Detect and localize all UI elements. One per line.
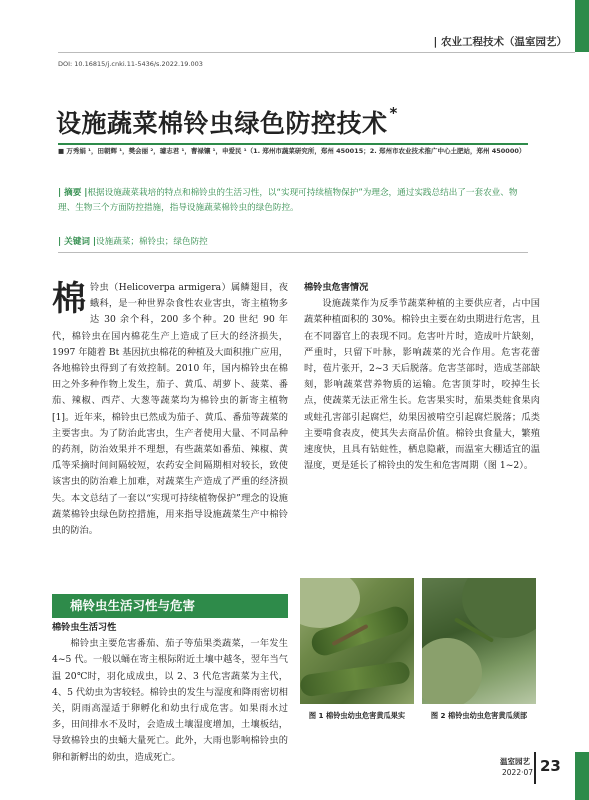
habits-paragraph: 棉铃虫主要危害番茄、茄子等茄果类蔬菜，一年发生 4~5 代。一般以蛹在寄主根际附近土壤中越冬，翌年当气温 20℃时，羽化成成虫，以 2、3 代危害蔬菜为主代，4、5 代幼虫为害较轻。棉铃虫的发生与湿度和降雨密切相关，阴雨高湿适于卵孵化和幼虫行成危害。如果雨水过多，田间排水不及时，会造成土壤湿度增加，土壤板结，导致棉铃虫的虫蛹大量死亡。此外，大雨也影响棉铃虫的卵和新孵出的幼虫，造成死亡。 [52, 638, 288, 763]
footer-divider [534, 752, 536, 784]
keywords-divider [58, 252, 528, 253]
intro-text: 铃虫（Helicoverpa armigera）属鳞翅目，夜蛾科，是一种世界杂食性农业害虫，寄主植物多达 30 余个科，200 多个种。20 世纪 90 年代，棉铃虫在国内棉花生产上造成了巨大的经济损失，1997 年随着 Bt 基因抗虫棉花的种植及大面积推广应用，各地棉铃虫得到了有效控制。2010 年，国内棉铃虫在棉田之外多种作物上发生，茄子、黄瓜、胡萝卜、菠菜、番茄、辣椒、西芹、大葱等蔬菜均为棉铃虫的新寄主植物 [1]。近年来，棉铃虫已然成为茄子、黄瓜、番茄等蔬菜的主要害虫。为了防治此害虫，生产者使用大量、不同品种的药剂，防治效果并不理想，有些蔬菜如番茄、辣椒、黄瓜等采摘时间间隔较短，农药安全间隔期相对较长，致使该害虫的防治难上加难，对蔬菜生产造成了严重的经济损失。本文总结了一套以“实现可持续植物保护”理念的设施蔬菜棉铃虫绿色防控措施，用来指导设施蔬菜生产中棉铃虫的防治。 [52, 282, 288, 537]
journal-section-header: | 农业工程技术（温室园艺） [433, 36, 567, 48]
left-column-intro [52, 280, 288, 539]
section-heading: 棉铃虫生活习性与危害 [52, 594, 288, 618]
damage-paragraph: 设施蔬菜作为反季节蔬菜种植的主要供应者，占中国蔬菜种植面积的 30%。棉铃虫主要在幼虫期进行危害，且在不同器官上的表现不同。危害叶片时，造成叶片缺刻，严重时，只留下叶脉，影响蔬菜的光合作用。危害花蕾时，苞片张开，2~3 天后脱落。危害茎部时，造成茎部缺刻，影响蔬菜营养物质的运输。危害顶芽时，咬掉生长点，使蔬菜无法正常生长。危害果实时，茄果类蛀食果肉或蛀孔害部引起腐烂，幼果因被啃空引起腐烂脱落；瓜类主要啃食表皮，使其失去商品价值。棉铃虫食量大，繁殖速度快，且具有钻蛀性，栖息隐蔽，而温室大棚适宜的温湿度，更是延长了棉铃虫的发生和危害周期（图 1~2）。 [304, 298, 540, 472]
abstract-text: 根据设施蔬菜栽培的特点和棉铃虫的生活习性，以“实现可持续植物保护”为理念，通过实践总结出了一套农业、物理、生物三个方面防控措施，指导设施蔬菜棉铃虫的绿色防控。 [58, 188, 518, 213]
author-list: ■ 万秀娟 ¹，田朝辉 ¹，樊会丽 ²，璩志君 ¹，曹禄镶 ¹，申爱民 ¹（1. 郑州市蔬菜研究所，郑州 450015；2. 郑州市农业技术推广中心土肥站，郑州 450000） [58, 147, 526, 155]
figure-2-photo [422, 578, 536, 704]
title-divider [58, 143, 528, 145]
figure-1-photo [300, 578, 414, 704]
subheading-damage: 棉铃虫危害情况 [304, 282, 369, 293]
left-column-habits [52, 620, 288, 766]
abstract [58, 186, 528, 216]
keywords-text: 设施蔬菜；棉铃虫；绿色防控 [96, 237, 208, 247]
footer-date: 2022·07 [502, 768, 534, 777]
side-color-tab [575, 0, 589, 52]
title-footnote-mark: * [389, 104, 398, 122]
keywords-label: | 关键词 | [58, 237, 97, 247]
cucumber-shape-2 [300, 660, 411, 697]
keywords [58, 235, 208, 247]
intro-paragraph [52, 280, 288, 539]
right-column [304, 280, 540, 474]
leaf-shape-2 [422, 638, 482, 704]
abstract-label: | 摘要 | [58, 188, 88, 198]
figure-1-caption: 图 1 棉铃虫幼虫危害黄瓜果实 [308, 711, 406, 720]
figure-2-caption: 图 2 棉铃虫幼虫危害黄瓜须部 [430, 711, 528, 720]
footer-magazine: 温室园艺 [500, 757, 530, 766]
subheading-habits: 棉铃虫生活习性 [52, 622, 117, 633]
page-number: 23 [540, 757, 561, 775]
doi-line: DOI: 10.16815/j.cnki.11-5436/s.2022.19.003 [58, 60, 203, 68]
title-text: 设施蔬菜棉铃虫绿色防控技术 [56, 109, 388, 138]
header-divider [58, 52, 575, 53]
drop-cap: 棉 [52, 279, 86, 319]
article-title [56, 104, 398, 140]
footer-color-tab [575, 752, 589, 800]
